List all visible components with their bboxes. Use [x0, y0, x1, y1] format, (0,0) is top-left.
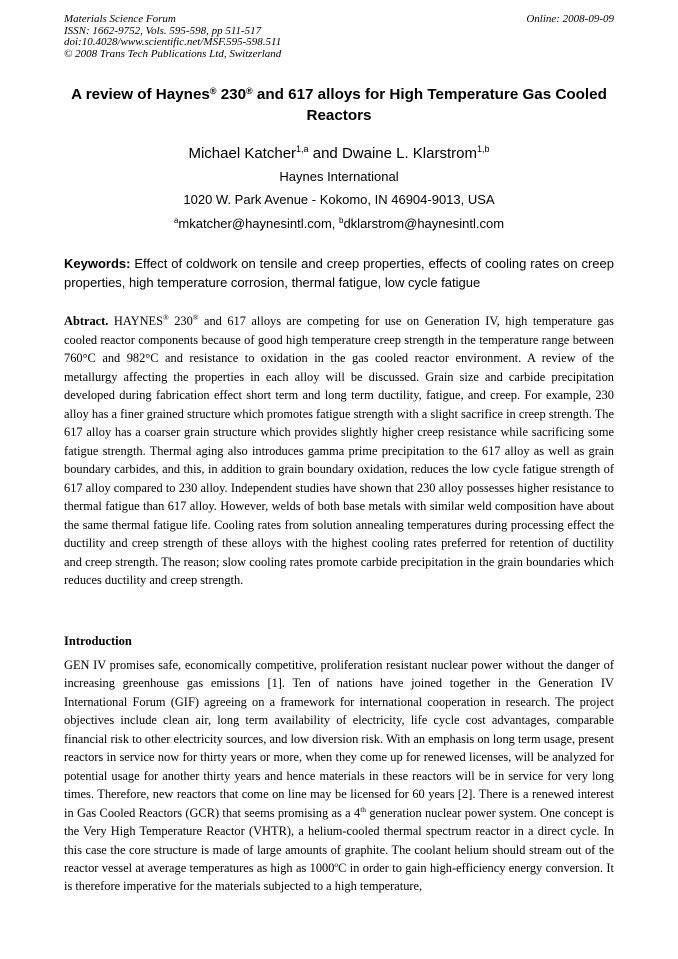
abstract-lead: HAYNES [113, 314, 164, 328]
email-mark: b [339, 216, 344, 225]
keywords-paragraph [64, 254, 614, 292]
author-name: Michael Katcher [188, 145, 297, 162]
journal-name: Materials Science Forum [64, 13, 176, 25]
registered-mark: ® [192, 313, 199, 322]
affiliation-org: Haynes International [279, 169, 399, 184]
registered-mark: ® [246, 86, 253, 96]
title-part-2: 230 [216, 86, 247, 103]
abstract-label: Abtract. [64, 314, 109, 328]
superscript-th: th [360, 804, 367, 814]
registered-mark: ® [209, 86, 217, 96]
intro-text-2: generation nuclear power system. One concept is the Very High Temperature Reactor (VHTR), a helium-cooled thermal spectrum reactor in a direct cycle. In this case the core structure is made of large amounts of graphite. The coolant helium should stream out of the reactor vessel at average temperatures as high as 1000 [64, 805, 614, 875]
copyright-line: © 2008 Trans Tech Publications Ltd, Switzerland [64, 47, 282, 60]
abstract-text: and 617 alloys are competing for use on Generation IV, high temperature gas cooled reactor components because of good high temperature creep strength in the temperature range between 760°C and 982°C and resistance to oxidation in the gas cooled reactor environment. A review of the metallurgy affecting the properties in each alloy will be discussed. Grain size and carbide precipitation developed during fabrication effect short term and long term ductility, fatigue, and creep. For example, 230 alloy has a finer grained structure which promotes fatigue strength with a slight sacrifice in creep strength. The 617 alloy has a coarser grain structure which provides slightly higher creep resistance while sacrificing some fatigue strength. Thermal aging also introduces gamma prime precipitation to the 617 alloy as well as grain boundary carbides, and this, in addition to grain boundary oxidation, reduces the low cycle fatigue strength of 617 alloy compared to 230 alloy. Independent studies have shown that 230 alloy possesses higher resistance to thermal fatigue than 617 alloy. However, welds of both base metals with similar weld composition have about the same thermal fatigue life. Cooling rates from solution annealing temperatures during processing effect the ductility and creep strength of these alloys with the highest cooling rates preferred for retention of ductility and creep strength. The reason; slow cooling rates promote carbide precipitation in the grain boundaries which reduces ductility and creep strength. [64, 314, 614, 587]
author-line [64, 144, 614, 164]
intro-text-3: C in order to gain high-efficiency energy conversion. It is therefore imperative for the materials subjected to a high temperature, [64, 860, 614, 894]
author-affiliation-mark: 1,b [476, 144, 490, 154]
journal-header [64, 14, 281, 60]
author-conjunction: and [308, 145, 342, 162]
section-heading-introduction: Introduction [64, 634, 132, 648]
doi-line: doi:10.4028/www.scientific.net/MSF.595-598.511 [64, 36, 282, 49]
email-mark: a [173, 216, 179, 225]
author-affiliation-mark: 1,a [296, 144, 309, 154]
author-emails [64, 215, 614, 233]
keywords-text: Effect of coldwork on tensile and creep properties, effects of cooling rates on creep properties, high temperature corrosion, thermal fatigue, low cycle fatigue [64, 256, 614, 290]
paper-title [64, 84, 614, 126]
registered-mark: ® [163, 313, 169, 322]
online-date: Online: 2008-09-09 [526, 13, 614, 25]
affiliation-address: 1020 W. Park Avenue - Kokomo, IN 46904-9013, USA [183, 192, 495, 207]
abstract-mid: 230 [168, 314, 193, 328]
title-part-3: and 617 alloys for High Temperature Gas Cooled Reactors [252, 86, 607, 124]
keywords-label: Keywords: [64, 256, 131, 271]
issn-line: ISSN: 1662-9752, Vols. 595-598, pp 511-517 [64, 24, 262, 37]
title-part-1: A review of Haynes [71, 86, 210, 103]
degree-superscript: o [334, 859, 339, 869]
intro-text-1: GEN IV promises safe, economically competitive, proliferation resistant nuclear power without the danger of increasing greenhouse gas emissions [1]. Ten of nations have joined together in the Generation IV International Forum (GIF) agreeing on a framework for international cooperation in research. The project objectives include clean air, long term availability of electricity, life cycle cost advantages, comparable financial risk to other electricity sources, and low diversion risk. With an emphasis on long term usage, present reactors in service now for thirty years or more, when they come up for renewed licenses, will be analyzed for potential usage for another thirty years and hence materials in these reactors will be in service for very long times. Therefore, new reactors that come on line may be licensed for 60 years [2]. There is a renewed interest in Gas Cooled Reactors (GCR) that seems promising as a 4 [64, 658, 614, 820]
email-link[interactable]: mkatcher@haynesintl.com, [178, 216, 339, 231]
email-link[interactable]: dklarstrom@haynesintl.com [343, 216, 505, 231]
abstract-paragraph [64, 312, 614, 590]
author-name: Dwaine L. Klarstrom [341, 145, 477, 162]
introduction-paragraph [64, 656, 614, 896]
